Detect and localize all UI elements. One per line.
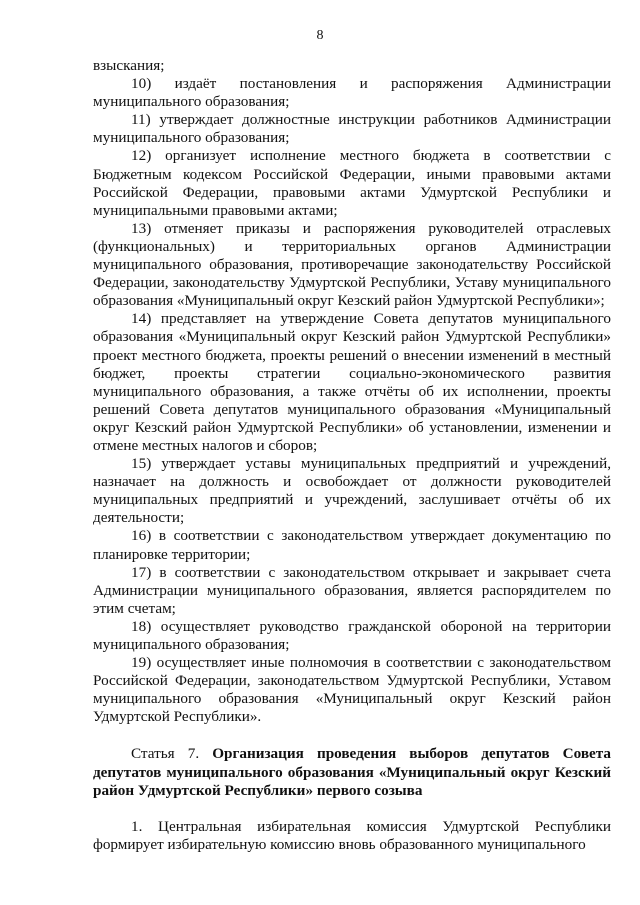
page-number: 8 — [316, 28, 324, 43]
list-item-12: 12) организует исполнение местного бюджета в соответствии с Бюджетным кодексом Российской Федерации, иными правовыми актами Российской Федерации, правовыми актами Удмуртской Республики и муниципальными правовыми актами; — [93, 147, 611, 219]
paragraph-continuation: взыскания; — [93, 57, 165, 74]
article-paragraph-1: 1. Центральная избирательная комиссия Удмуртской Республики формирует избирательную комиссию вновь образованного муниципального — [93, 817, 611, 853]
list-item-15: 15) утверждает уставы муниципальных предприятий и учреждений, назначает на должность и освобождает от должности руководителей муниципальных предприятий и учреждений, заслушивает отчёты об их деятельности; — [93, 455, 611, 527]
list-item-10: 10) издаёт постановления и распоряжения Администрации муниципального образования; — [93, 75, 611, 111]
article-heading — [93, 745, 611, 799]
list-item-16: 16) в соответствии с законодательством утверждает документацию по планировке территории; — [93, 527, 611, 563]
list-item-11: 11) утверждает должностные инструкции работников Администрации муниципального образования; — [93, 111, 611, 147]
list-item-13: 13) отменяет приказы и распоряжения руководителей отраслевых (функциональных) и территориальных органов Администрации муниципального образования, противоречащие законодательству Российской Федерации, законодательству Удмуртской Республики, Уставу муниципального образования «Муниципальный округ Кезский район Удмуртской Республики»; — [93, 219, 611, 310]
article-label: Статья 7. — [131, 745, 200, 763]
list-item-18: 18) осуществляет руководство гражданской обороной на территории муниципального образования; — [93, 617, 611, 653]
document-body — [93, 57, 611, 854]
list-item-14: 14) представляет на утверждение Совета депутатов муниципального образования «Муниципальный округ Кезский район Удмуртской Республики» проект местного бюджета, проекты решений о внесении изменений в местный бюджет, проекты стратегии социально-экономического развития муниципального образования, а также отчёты об их исполнении, проекты решений Совета депутатов муниципального образования «Муниципальный округ Кезский район Удмуртской Республики» об установлении, изменении и отмене местных налогов и сборов; — [93, 310, 611, 454]
list-item-19: 19) осуществляет иные полномочия в соответствии с законодательством Российской Федерации, законодательством Удмуртской Республики, Уставом муниципального образования «Муниципальный округ Кезский район Удмуртской Республики». — [93, 654, 611, 726]
list-item-17: 17) в соответствии с законодательством открывает и закрывает счета Администрации муниципального образования, является распорядителем по этим счетам; — [93, 563, 611, 617]
article-title: Организация проведения выборов депутатов Совета депутатов муниципального образования «Муниципальный округ Кезский район Удмуртской Республики» первого созыва — [93, 745, 612, 799]
